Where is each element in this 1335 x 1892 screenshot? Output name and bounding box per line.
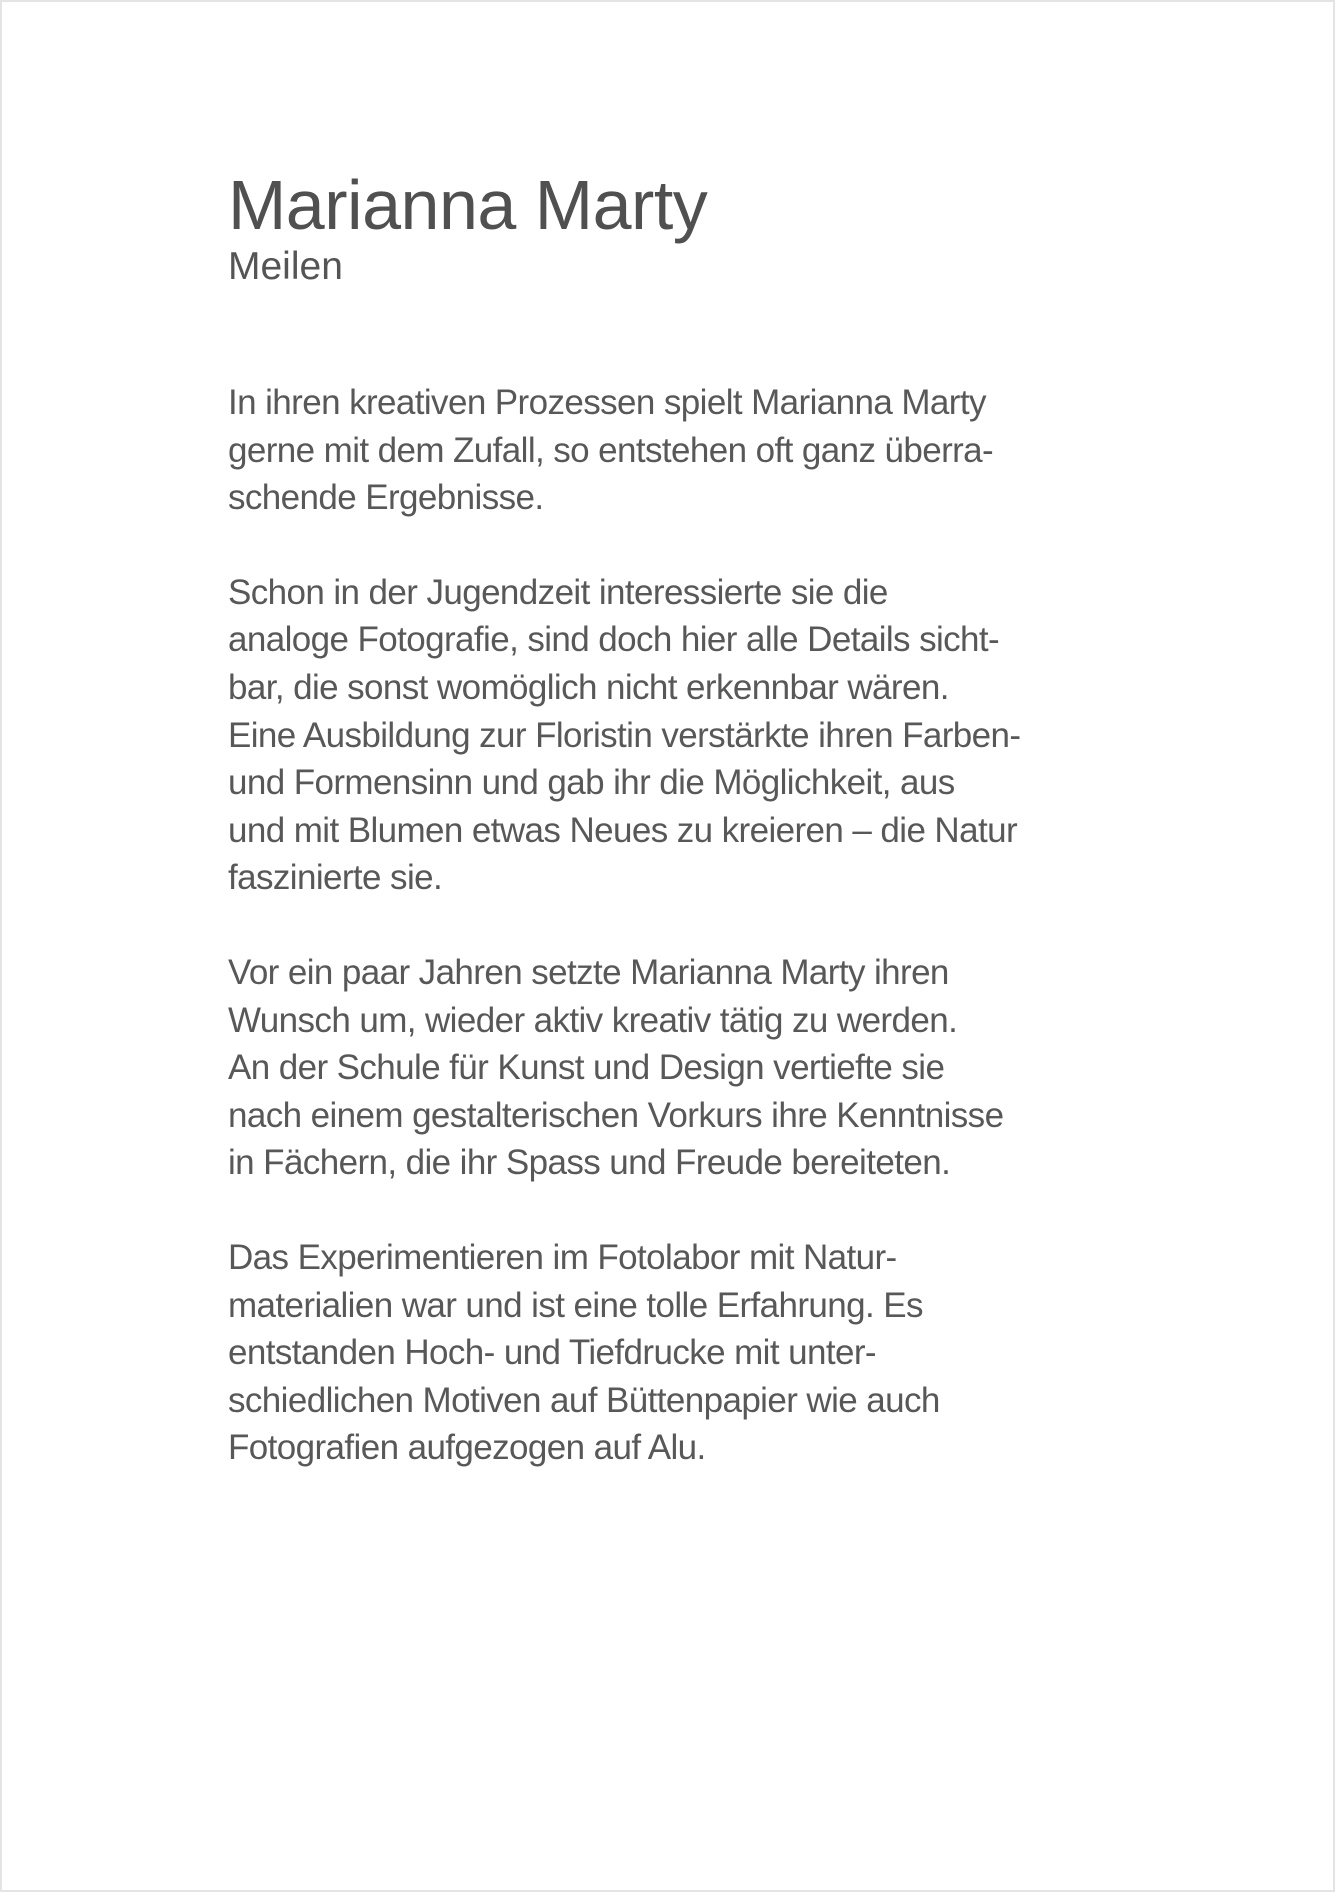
text-line: Fotografien aufgezogen auf Alu. (228, 1428, 706, 1468)
text-line: entstanden Hoch- und Tiefdrucke mit unter- (228, 1333, 876, 1373)
text-line: Eine Ausbildung zur Floristin verstärkte ihren Farben- (228, 715, 1021, 755)
text-line: gerne mit dem Zufall, so entstehen oft ganz überra- (228, 430, 994, 470)
biography-body (228, 379, 1148, 1472)
text-line: und Formensinn und gab ihr die Möglichkeit, aus (228, 763, 955, 803)
text-line: in Fächern, die ihr Spass und Freude bereiteten. (228, 1143, 951, 1183)
text-line: Schon in der Jugendzeit interessierte sie die (228, 572, 888, 612)
text-line: Vor ein paar Jahren setzte Marianna Marty ihren (228, 952, 949, 992)
biography-paragraph-3 (228, 949, 1148, 1187)
text-line: schende Ergebnisse. (228, 478, 544, 518)
artist-location-subtitle: Meilen (228, 245, 343, 288)
biography-paragraph-2 (228, 569, 1148, 902)
biography-paragraph-1 (228, 379, 1148, 522)
text-line: schiedlichen Motiven auf Büttenpapier wie auch (228, 1380, 940, 1420)
text-line: bar, die sonst womöglich nicht erkennbar wären. (228, 667, 949, 707)
text-line: Wunsch um, wieder aktiv kreativ tätig zu werden. (228, 1000, 958, 1040)
text-line: materialien war und ist eine tolle Erfahrung. Es (228, 1285, 923, 1325)
text-line: nach einem gestalterischen Vorkurs ihre Kenntnisse (228, 1095, 1004, 1135)
biography-paragraph-4 (228, 1234, 1148, 1472)
text-line: An der Schule für Kunst und Design vertiefte sie (228, 1048, 945, 1088)
text-line: Das Experimentieren im Fotolabor mit Natur- (228, 1237, 897, 1277)
text-line: In ihren kreativen Prozessen spielt Marianna Marty (228, 383, 986, 422)
page-content (228, 165, 1148, 1519)
artist-name-title: Marianna Marty (228, 166, 708, 244)
text-line: analoge Fotografie, sind doch hier alle Details sicht- (228, 620, 1000, 660)
text-line: und mit Blumen etwas Neues zu kreieren – die Natur (228, 810, 1018, 850)
text-line: faszinierte sie. (228, 858, 443, 898)
